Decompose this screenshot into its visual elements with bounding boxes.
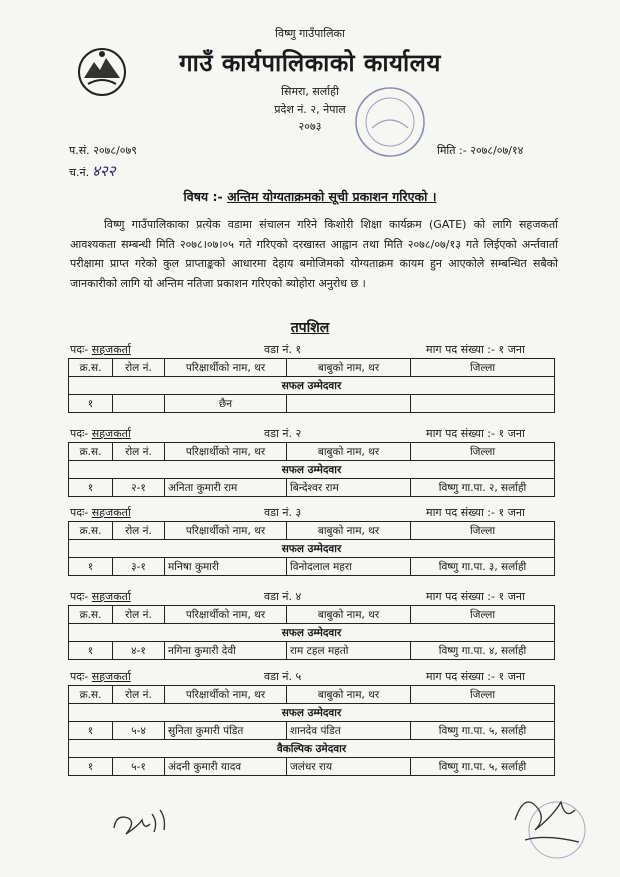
ward-number: वडा नं. ५ [264,670,302,683]
details-heading: तपशिल [290,320,330,336]
column-header: जिल्ला [411,522,555,540]
column-header: क्र.स. [69,359,113,377]
column-header: बाबुको नाम, थर [287,522,411,540]
column-header: बाबुको नाम, थर [287,686,411,704]
demand-count: माग पद संख्या :- १ जना [426,343,525,356]
column-header: क्र.स. [69,686,113,704]
table-row: १ छैन [69,395,555,413]
table-row: १ ५-४ सुनिता कुमारी पंडित शानदेव पंडित विष्णु गा.पा. ५, सर्लाही [69,722,555,740]
ward-table [68,605,555,660]
none-cell: छैन [165,395,287,413]
ward-table [68,521,555,576]
body-paragraph: विष्णु गाउँपालिकाका प्रत्येक वडामा संचालन गरिने किशोरी शिक्षा कार्यक्रम (GATE) को लागि सहजकर्ता आवश्यकता सम्बन्धी मिति २०७८।०७।०५ गते गरिएको दरखास्त आह्वान तथा मिति २०७८/०७/१३ गते लिईएको अर्न्तवार्ता परीक्षामा प्राप्त गरेको कुल प्राप्ताङ्कको आधारमा देहाय बमोजिमको योग्यताक्रम कायम हुन आएकोले सम्बन्धित सबैको जानकारीको लागि यो अन्तिम नतिजा प्रकाशन गरिएको ब्योहोरा अनुरोध छ । [70,218,558,290]
signature-left-icon [108,800,178,845]
ward-section [68,667,554,776]
established-year: २०७३ [298,120,322,133]
table-header-row [69,443,555,461]
ward-table [68,685,555,776]
column-header: जिल्ला [411,443,555,461]
success-heading: सफल उम्मेदवार [69,624,555,642]
table-row: १ २-१ अनिता कुमारी राम बिन्देश्वर राम विष्णु गा.पा. २, सर्लाही [69,479,555,497]
column-header: परिक्षार्थीको नाम, थर [165,686,287,704]
demand-count: माग पद संख्या :- १ जना [426,670,525,683]
demand-count: माग पद संख्या :- १ जना [426,590,525,603]
column-header: परिक्षार्थीको नाम, थर [165,359,287,377]
ward-number: वडा नं. ३ [264,506,302,519]
ward-number: वडा नं. १ [264,343,302,356]
column-header: क्र.स. [69,443,113,461]
document-date: मिति :- २०७८/०७/१४ [437,144,524,157]
column-header: रोल नं. [113,522,165,540]
column-header: रोल नं. [113,606,165,624]
column-header: बाबुको नाम, थर [287,359,411,377]
ward-table [68,442,555,497]
ward-table [68,358,555,413]
dispatch-number: च.नं. ४२२ [69,162,116,180]
post-label: पदः- सहजकर्ता [70,343,131,356]
column-header: परिक्षार्थीको नाम, थर [165,606,287,624]
table-header-row [69,686,555,704]
ward-section [68,503,554,576]
reference-number: प.सं. २०७८/०७९ [69,144,137,157]
subject-line: विषय :- अन्तिम योग्यताक्रमको सूची प्रकाशन गरिएको । [183,189,437,204]
column-header: जिल्ला [411,606,555,624]
table-row: १ ४-१ नगिना कुमारी देवी राम टहल महतो विष्णु गा.पा. ४, सर्लाही [69,642,555,660]
table-row: १ ३-१ मनिषा कुमारी विनोदलाल महरा विष्णु गा.पा. ३, सर्लाही [69,558,555,576]
demand-count: माग पद संख्या :- १ जना [426,427,525,440]
column-header: रोल नं. [113,359,165,377]
ward-section [68,587,554,660]
column-header: बाबुको नाम, थर [287,443,411,461]
post-label: पदः- सहजकर्ता [70,506,131,519]
office-address: सिमरा, सर्लाही [281,85,339,98]
column-header: परिक्षार्थीको नाम, थर [165,522,287,540]
post-label: पदः- सहजकर्ता [70,427,131,440]
table-header-row [69,359,555,377]
post-label: पदः- सहजकर्ता [70,590,131,603]
alternate-heading: वैकल्पिक उमेदवार [69,740,555,758]
post-label: पदः- सहजकर्ता [70,670,131,683]
column-header: जिल्ला [411,359,555,377]
table-header-row [69,606,555,624]
signature-right-icon [505,780,595,870]
table-row: १ ५-१ अंदनी कुमारी यादव जलंधर राय विष्णु गा.पा. ५, सर्लाही [69,758,555,776]
column-header: क्र.स. [69,606,113,624]
office-title: गाउँ कार्यपालिकाको कार्यालय [179,49,441,77]
column-header: रोल नं. [113,686,165,704]
ward-section [68,340,554,413]
office-province: प्रदेश नं. २, नेपाल [274,103,346,116]
ward-number: वडा नं. ४ [264,590,302,603]
success-heading: सफल उम्मेदवार [69,704,555,722]
column-header: क्र.स. [69,522,113,540]
column-header: बाबुको नाम, थर [287,606,411,624]
municipality-name: विष्णु गाउँपालिका [275,27,345,40]
table-header-row [69,522,555,540]
column-header: रोल नं. [113,443,165,461]
ward-section [68,424,554,497]
success-heading: सफल उम्मेदवार [69,540,555,558]
demand-count: माग पद संख्या :- १ जना [426,506,525,519]
office-stamp-icon [350,82,430,162]
success-heading: सफल उम्मेदवार [69,461,555,479]
column-header: परिक्षार्थीको नाम, थर [165,443,287,461]
ward-number: वडा नं. २ [264,427,302,440]
column-header: जिल्ला [411,686,555,704]
success-heading: सफल उम्मेदवार [69,377,555,395]
